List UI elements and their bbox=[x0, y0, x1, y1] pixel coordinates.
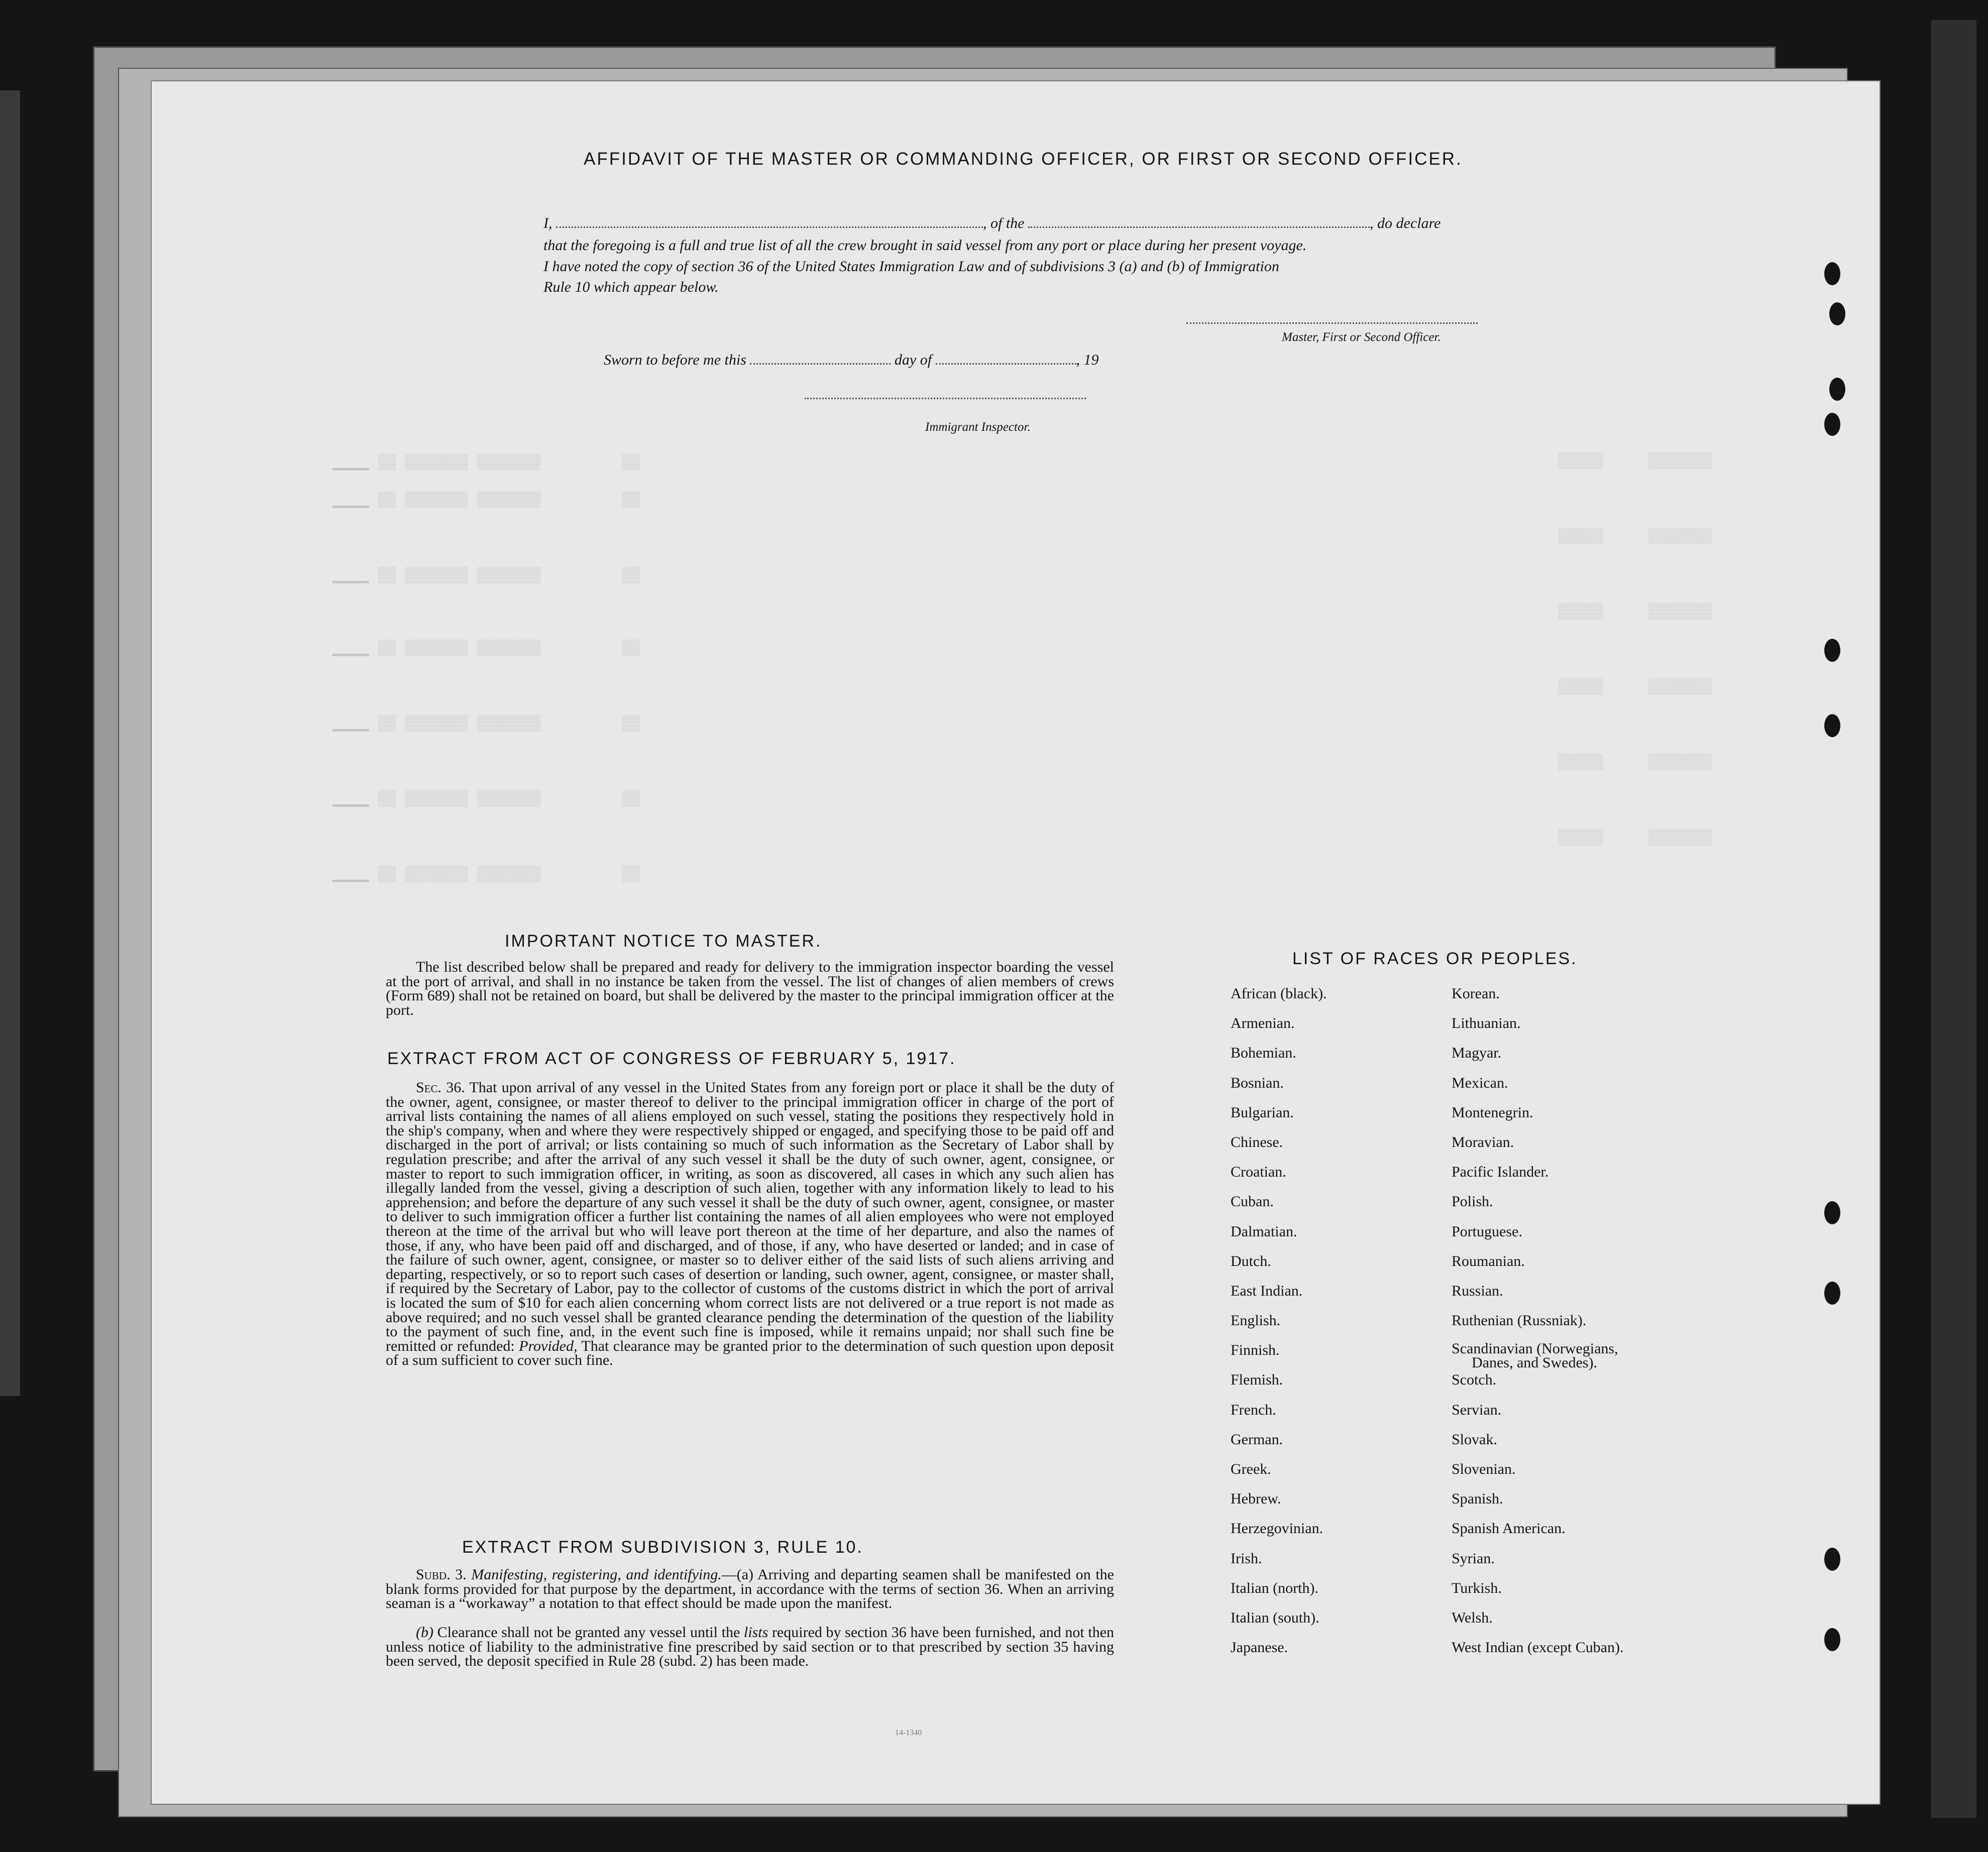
race-item: Polish. bbox=[1452, 1193, 1493, 1210]
vessel-name-blank[interactable] bbox=[1028, 226, 1370, 228]
rule-subd-label: Subd. 3. bbox=[416, 1566, 467, 1583]
race-item: Spanish American. bbox=[1452, 1520, 1566, 1537]
race-item: Montenegrin. bbox=[1452, 1104, 1533, 1121]
race-item: Magyar. bbox=[1452, 1045, 1502, 1062]
act-title: EXTRACT FROM ACT OF CONGRESS OF FEBRUARY 5, 1917. bbox=[387, 1049, 956, 1068]
race-item: Irish. bbox=[1231, 1550, 1262, 1567]
punch-hole bbox=[1824, 1201, 1840, 1224]
affidavit-title: AFFIDAVIT OF THE MASTER OR COMMANDING OFFICER, OR FIRST OR SECOND OFFICER. bbox=[584, 149, 1463, 169]
race-item: Portuguese. bbox=[1452, 1223, 1522, 1240]
race-item: Bosnian. bbox=[1231, 1074, 1284, 1091]
race-item: Chinese. bbox=[1231, 1133, 1283, 1150]
race-item: Korean. bbox=[1452, 985, 1500, 1002]
sworn-line bbox=[604, 352, 1099, 369]
notice-title: IMPORTANT NOTICE TO MASTER. bbox=[505, 932, 822, 951]
do-declare-text: , do declare bbox=[1370, 215, 1441, 231]
race-item: Cuban. bbox=[1231, 1193, 1274, 1210]
race-item: Dutch. bbox=[1231, 1252, 1271, 1269]
race-item: Japanese. bbox=[1231, 1639, 1288, 1656]
year-text: , 19 bbox=[1076, 352, 1099, 368]
race-item: Slovenian. bbox=[1452, 1461, 1516, 1477]
race-item: Dalmatian. bbox=[1231, 1223, 1297, 1240]
notice-body: The list described below shall be prepared and ready for delivery to the immigration inspector boarding the vessel at the port of arrival, and shall in no instance be taken from the vessel. The list of changes of alien members of crews (Form 689) shall not be retained on board, but shall be delivered by the master to the principal immigration officer at the port. bbox=[386, 959, 1114, 1018]
race-item: Herzegovinian. bbox=[1231, 1520, 1323, 1537]
race-item: Roumanian. bbox=[1452, 1252, 1525, 1269]
punch-hole bbox=[1824, 714, 1840, 737]
race-item: Russian. bbox=[1452, 1282, 1503, 1299]
race-item: Syrian. bbox=[1452, 1550, 1495, 1567]
document-sheet: ▁▁▁▁ ▒▒ ▒▒▒▒▒▒▒ ▒▒▒▒▒▒▒ ▒▒ ▁▁▁▁ ▒▒ ▒▒▒▒▒▒▒ ▒▒▒▒▒▒▒ ▒▒ ▁▁▁▁ ▒▒ ▒▒▒▒▒▒▒ ▒▒▒▒▒▒▒ ▒▒ ▁▁▁▁ ▒▒ ▒▒▒▒▒▒▒ ▒▒▒▒▒▒▒ ▒▒ ▁▁▁▁ ▒▒ ▒▒▒▒▒▒▒ ▒▒▒▒▒▒▒ ▒▒ ▁▁▁▁ ▒▒ ▒▒▒▒▒▒▒ ▒▒▒▒▒▒▒ ▒▒ ▁▁▁▁ ▒▒ ▒▒▒▒▒▒▒ ▒▒▒▒▒▒▒ ▒▒ ▒▒▒▒▒ ▒▒▒▒▒▒▒ ▒▒▒▒▒ ▒▒▒▒▒▒▒ ▒▒▒▒▒ ▒▒▒▒▒▒▒ ▒▒▒▒▒ ▒▒▒▒▒▒▒ ▒▒▒▒▒ ▒▒▒▒▒▒▒ ▒▒▒▒▒ ▒▒▒▒▒▒▒ AFFIDAVIT OF THE MASTER OR COMMANDING OFFICER, OR FIRST OR SECOND OFFICER. I, , of the , do declare that the foregoing is a full and true list of all the crew brought in said vessel from any port or place during her present voyage. I have noted the copy of section 36 of the United States Immigration Law and of subdivisions 3 (a) and (b) of Immigration Rule 10 which appear below. Master, First or Second Officer. Sworn to before me this day of , 19 Immigrant Inspector. IMPORTANT NOTICE TO MASTER. The list described below shall be prepared and ready for delivery to the immigration inspector boarding the vessel at the port of arrival, and shall in no instance be taken from the vessel. The list of changes of alien members of crews (Form 689) shall not be retained on board, but shall be delivered by the master to the principal immigration officer at the port. EXTRACT FROM ACT OF CONGRESS OF FEBRUARY 5, 1917. Sec. 36. That upon arrival of any vessel in the United States from any foreign port or place it shall be the duty of the owner, agent, consignee, or master thereof to deliver to the principal immigration officer in charge of the port of arrival lists containing the names of all aliens employed on such vessel, stating the positions they respectively hold in the ship's company, when and where they were respectively shipped or engaged, and specifying those to be paid off and discharged in the port of arrival; or lists containing so much of such information as the Secretary of Labor shall by regulation prescribe; and after the arrival of any such vessel it shall be the duty of such owner, agent, consignee, or master to report to such immigration officer, in writing, as soon as discovered, all cases in which any such alien has illegally landed from the vessel, giving a description of such alien, together with any information likely to lead to his apprehension; and before the departure of any such vessel it shall be the duty of such owner, agent, consignee, or master to deliver to such immigration officer a further list containing the names of all alien employees who were not employed thereon at the time of the arrival but who will leave port thereon at the time of her departure, and also the names of those, if any, who have been paid off and discharged, and of those, if any, who have deserted or landed; and in case of the failure of such owner, agent, consignee, or master so to deliver either of the said lists of such aliens arriving and departing, respectively, or so to report such cases of desertion or landing, such owner, agent, consignee, or master shall, if required by the Secretary of Labor, pay to the collector of customs of the customs district in which the port of arrival is located the sum of $10 for each alien concerning whom correct lists are not delivered or a true report is not made as above required; and no such vessel shall be granted clearance pending the determination of the question of the liability to the payment of such fine, and, in the event such fine is imposed, while it remains unpaid; nor shall such fine be remitted or refunded: Provided, That clearance may be granted prior to the determination of such question upon deposit of a sum sufficient to cover such fine. EXTRACT FROM SUBDIVISION 3, RULE 10. Subd. 3. Manifesting, registering, and identifying.—(a) Arriving and departing seamen shall be manifested on the blank forms provided for that purpose by the department, in accordance with the terms of section 36. When an arriving seaman is a “workaway” a notation to that effect should be made upon the manifest. (b) Clearance shall not be granted any vessel until the lists required by section 36 have been furnished, and not then unless notice of liability to the administrative fine prescribed by said section or to that prescribed by section 35 having been served, the deposit specified in Rule 28 (subd. 2) has been made. 14-1340 LIST OF RACES OR PEOPLES. African (black). Armenian. Bohemian. Bosnian. Bulgarian. Chinese. Croatian. Cuban. Dalmatian. Dutch. East Indian. English. Finnish. Flemish. French. German. Greek. Hebrew. Herzegovinian. Irish. Italian (north). Italian (south). Japanese. Korean. Lithuanian. Magyar. Mexican. Montenegrin. Moravian. Pacific Islander. Polish. Portuguese. Roumanian. Russian. Ruthenian (Russniak). Scandinavian (Norwegians, Danes, and Swedes). Scotch. Servian. Slovak. Slovenian. Spanish. Spanish American. Syrian. Turkish. Welsh. West Indian (except Cuban). bbox=[151, 80, 1881, 1805]
race-item: Italian (north). bbox=[1231, 1579, 1318, 1596]
race-item: Bulgarian. bbox=[1231, 1104, 1294, 1121]
punch-hole bbox=[1824, 1628, 1840, 1651]
race-item: African (black). bbox=[1231, 985, 1327, 1002]
notice-text bbox=[386, 960, 1114, 1017]
of-the-text: , of the bbox=[983, 215, 1025, 231]
race-item: West Indian (except Cuban). bbox=[1452, 1639, 1624, 1656]
punch-hole bbox=[1824, 262, 1840, 285]
form-number: 14-1340 bbox=[895, 1728, 922, 1737]
punch-hole bbox=[1824, 1282, 1840, 1305]
affidavit-line-1 bbox=[543, 215, 1653, 232]
punch-hole bbox=[1824, 639, 1840, 662]
race-item: Scotch. bbox=[1452, 1371, 1497, 1388]
act-provided: Provided, bbox=[519, 1337, 578, 1354]
races-title: LIST OF RACES OR PEOPLES. bbox=[1292, 949, 1578, 968]
sworn-month-blank[interactable] bbox=[936, 363, 1076, 365]
race-item: Lithuanian. bbox=[1452, 1015, 1521, 1032]
races-right-column bbox=[1452, 985, 1623, 1669]
race-item: Pacific Islander. bbox=[1452, 1164, 1549, 1181]
act-body: That upon arrival of any vessel in the United States from any foreign port or place it shall be the duty of the owner, agent, consignee, or master thereof to deliver to the principal immigration officer in charge of the port of arrival lists containing the names of all aliens employed on such vessel, stating the positions they respectively hold in the ship's company, when and where they were respectively shipped or engaged, and specifying those to be paid off and discharged in the port of arrival; or lists containing so much of such information as the Secretary of Labor shall by regulation prescribe; and after the arrival of any such vessel it shall be the duty of such owner, agent, consignee, or master to report to such immigration officer, in writing, as soon as discovered, all cases in which any such alien has illegally landed from the vessel, giving a description of such alien, together with any information likely to lead to his apprehension; and before the departure of any such vessel it shall be the duty of such owner, agent, consignee, or master to deliver to such immigration officer a further list containing the names of all alien employees who were not employed thereon at the time of the arrival but who will leave port thereon at the time of her departure, and also the names of those, if any, who have been paid off and discharged, and of those, if any, who have deserted or landed; and in case of the failure of such owner, agent, consignee, or master so to deliver either of the said lists of such aliens arriving and departing, respectively, or so to report such cases of desertion or landing, such owner, agent, consignee, or master shall, if required by the Secretary of Labor, pay to the collector of customs of the customs district in which the port of arrival is located the sum of $10 for each alien concerning whom correct lists are not delivered or a true report is not made as above required; and no such vessel shall be granted clearance pending the determination of the question of the liability to the payment of such fine, and, in the event such fine is imposed, while it remains unpaid; nor shall such fine be remitted or refunded: bbox=[386, 1079, 1115, 1354]
rule-title: EXTRACT FROM SUBDIVISION 3, RULE 10. bbox=[462, 1538, 863, 1557]
rule-text-b bbox=[386, 1626, 1114, 1669]
race-item: Finnish. bbox=[1231, 1342, 1280, 1359]
affidavit-line-4: Rule 10 which appear below. bbox=[543, 279, 719, 295]
rule-b-text-1: Clearance shall not be granted any vessel until the bbox=[437, 1624, 740, 1641]
race-item: Hebrew. bbox=[1231, 1490, 1281, 1508]
sworn-text: Sworn to before me this bbox=[604, 352, 746, 368]
race-item: French. bbox=[1231, 1401, 1276, 1418]
race-item: Italian (south). bbox=[1231, 1609, 1319, 1626]
race-item: Scandinavian (Norwegians, Danes, and Swedes). bbox=[1452, 1340, 1618, 1371]
race-item: Bohemian. bbox=[1231, 1045, 1296, 1062]
affidavit-line-2: that the foregoing is a full and true list of all the crew brought in said vessel from any port or place during her present voyage. bbox=[543, 237, 1307, 254]
races-left-column bbox=[1231, 985, 1327, 1669]
master-signature-caption: Master, First or Second Officer. bbox=[1282, 330, 1441, 344]
race-item: English. bbox=[1231, 1312, 1281, 1329]
punch-hole bbox=[1829, 302, 1845, 325]
rule-a-text: —(a) Arriving and departing seamen shall be manifested on the blank forms provided for that purpose by the department, in accordance with the terms of section 36. When an arriving seaman is a “workaway” a notation to that effect should be made upon the manifest. bbox=[386, 1566, 1114, 1612]
rule-heading: Manifesting, registering, and identifying. bbox=[471, 1566, 722, 1583]
master-signature-blank[interactable] bbox=[1186, 322, 1478, 324]
race-item: Ruthenian (Russniak). bbox=[1452, 1312, 1587, 1329]
punch-hole bbox=[1829, 378, 1845, 401]
inspector-signature-blank[interactable] bbox=[805, 398, 1086, 399]
right-frame-edge bbox=[1931, 20, 1976, 1818]
rule-b-label: (b) bbox=[416, 1624, 433, 1641]
act-sec-label: Sec. 36. bbox=[416, 1079, 465, 1096]
race-item: Mexican. bbox=[1452, 1074, 1508, 1091]
race-item: Moravian. bbox=[1452, 1133, 1514, 1150]
punch-hole bbox=[1824, 1548, 1840, 1571]
left-frame-edge bbox=[0, 90, 20, 1396]
master-name-blank[interactable] bbox=[556, 226, 983, 228]
race-item: Spanish. bbox=[1452, 1490, 1503, 1508]
day-of-text: day of bbox=[894, 352, 932, 368]
rule-b-text-2: required by section 36 have been furnished, and not then unless notice of liability to the administrative fine prescribed by said section or to that prescribed by section 35 having been served, the deposit specified in Rule 28 (subd. 2) has been made. bbox=[386, 1624, 1115, 1670]
race-item: Armenian. bbox=[1231, 1015, 1295, 1032]
race-item: German. bbox=[1231, 1431, 1283, 1448]
act-text bbox=[386, 1081, 1114, 1368]
race-item: Greek. bbox=[1231, 1461, 1271, 1477]
race-item: Croatian. bbox=[1231, 1164, 1286, 1181]
race-item: Turkish. bbox=[1452, 1579, 1502, 1596]
punch-hole bbox=[1824, 413, 1840, 436]
rule-text-a bbox=[386, 1568, 1114, 1611]
race-item: East Indian. bbox=[1231, 1282, 1303, 1299]
declarant-prefix: I, bbox=[543, 215, 553, 231]
rule-lists-word: lists bbox=[743, 1624, 768, 1641]
act-body-end: That clearance may be granted prior to the determination of such question upon deposit of a sum sufficient to cover such fine. bbox=[386, 1337, 1115, 1369]
inspector-caption: Immigrant Inspector. bbox=[925, 420, 1031, 434]
race-item: Flemish. bbox=[1231, 1371, 1283, 1388]
affidavit-line-3: I have noted the copy of section 36 of the United States Immigration Law and of subdivisions 3 (a) and (b) of Immigration bbox=[543, 258, 1279, 275]
race-item: Slovak. bbox=[1452, 1431, 1497, 1448]
race-item: Welsh. bbox=[1452, 1609, 1493, 1626]
sworn-day-blank[interactable] bbox=[750, 363, 891, 365]
race-item: Servian. bbox=[1452, 1401, 1502, 1418]
